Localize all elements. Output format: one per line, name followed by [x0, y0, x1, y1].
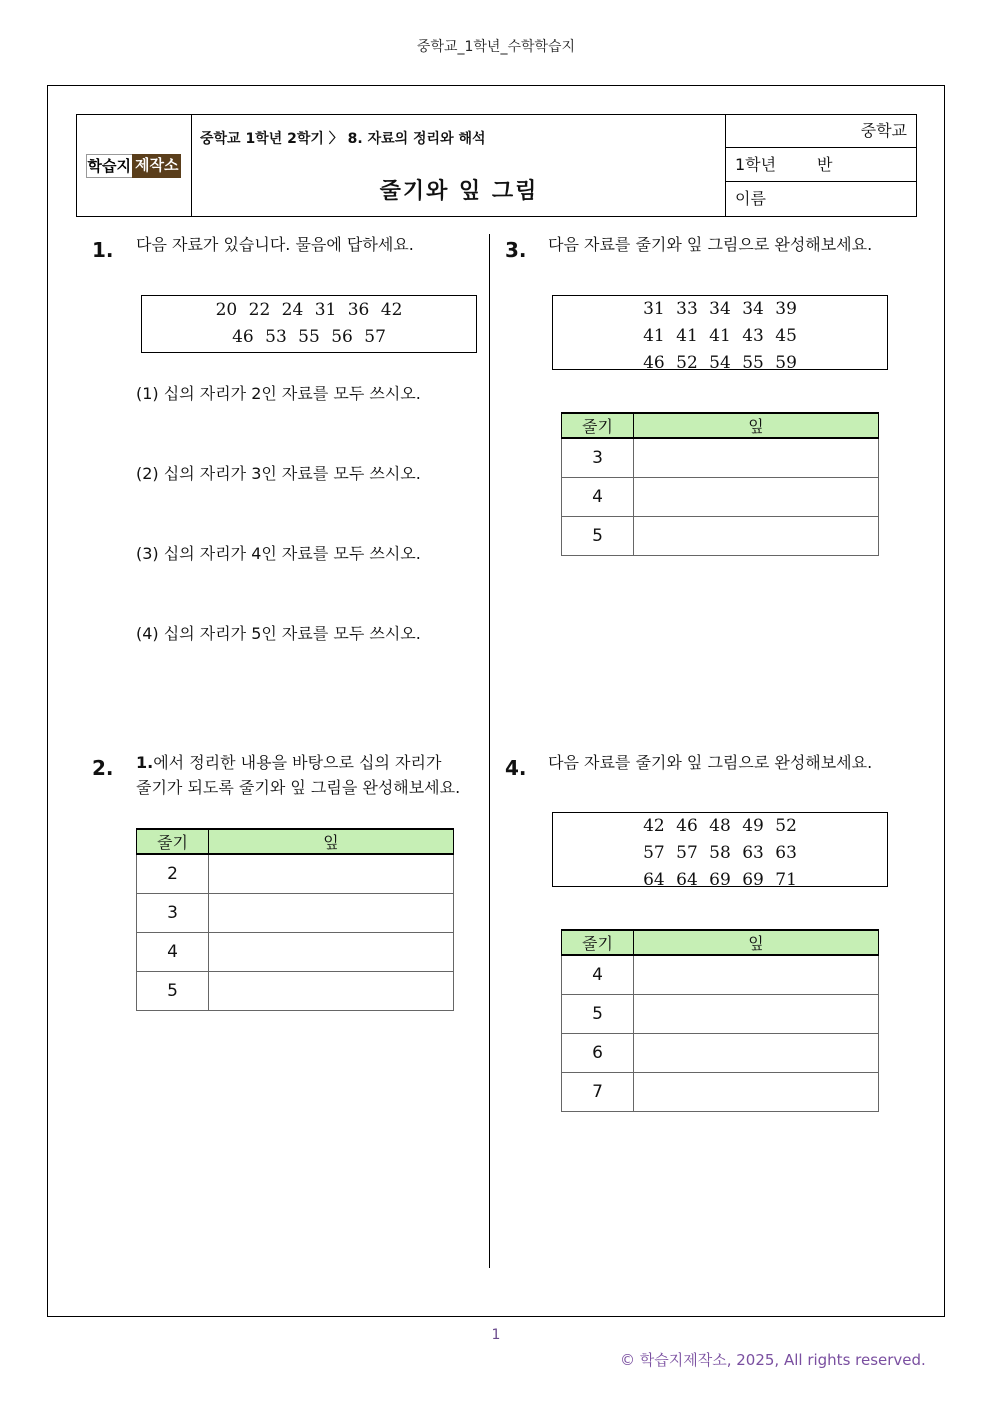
leaf-header: 잎 — [634, 930, 879, 955]
page-header: 중학교_1학년_수학학습지 — [416, 39, 576, 55]
q4-data-line: 42 46 48 49 52 — [643, 816, 797, 836]
leaf-cell[interactable] — [634, 478, 879, 517]
stem-cell: 5 — [137, 972, 209, 1011]
breadcrumb: 중학교 1학년 2학기 〉 8. 자료의 정리와 해석 — [200, 131, 486, 147]
leaf-cell[interactable] — [634, 955, 879, 995]
q1-number: 1. — [92, 238, 114, 262]
stem-header: 줄기 — [137, 829, 209, 854]
column-divider — [489, 234, 490, 1268]
page-title: 줄기와 잎 그림 — [379, 179, 539, 204]
stem-cell: 4 — [562, 478, 634, 517]
stem-cell: 7 — [562, 1073, 634, 1112]
q3-stem-leaf-table — [561, 412, 879, 556]
q2-line1: 에서 정리한 내용을 바탕으로 십의 자리가 — [153, 753, 442, 772]
leaf-cell[interactable] — [634, 1034, 879, 1073]
class-label: 반 — [817, 155, 833, 174]
school-field: 중학교 — [726, 114, 917, 148]
stem-cell: 3 — [137, 894, 209, 933]
leaf-cell[interactable] — [634, 517, 879, 556]
q2-ref: 1. — [136, 753, 154, 772]
q1-sub-3: (3) 십의 자리가 4인 자료를 모두 쓰시오. — [136, 544, 421, 563]
q3-data-line: 41 41 41 43 45 — [643, 326, 797, 346]
student-info — [726, 114, 917, 217]
logo-part2: 제작소 — [132, 154, 181, 178]
logo-part1: 학습지 — [86, 154, 132, 178]
grade-class-field — [726, 148, 917, 182]
leaf-cell[interactable] — [634, 1073, 879, 1112]
q1-data-box — [141, 295, 477, 353]
q3-data-line: 46 52 54 55 59 — [643, 353, 797, 373]
q1-data-line: 46 53 55 56 57 — [232, 327, 386, 347]
q4-text: 다음 자료를 줄기와 잎 그림으로 완성해보세요. — [548, 753, 873, 772]
stem-header: 줄기 — [562, 413, 634, 438]
q4-data-line: 57 57 58 63 63 — [643, 843, 797, 863]
q3-data-line: 31 33 34 34 39 — [643, 299, 797, 319]
q4-data-line: 64 64 69 69 71 — [643, 870, 797, 890]
copyright: © 학습지제작소, 2025, All rights reserved. — [620, 1351, 926, 1369]
q3-text: 다음 자료를 줄기와 잎 그림으로 완성해보세요. — [548, 235, 873, 254]
stem-cell: 3 — [562, 438, 634, 478]
stem-cell: 6 — [562, 1034, 634, 1073]
q1-sub-1: (1) 십의 자리가 2인 자료를 모두 쓰시오. — [136, 384, 421, 403]
q4-stem-leaf-table — [561, 929, 879, 1112]
stem-cell: 5 — [562, 995, 634, 1034]
leaf-header: 잎 — [634, 413, 879, 438]
header-center — [192, 114, 726, 217]
grade-label: 1학년 — [735, 155, 777, 174]
logo-cell — [76, 114, 192, 217]
page-number: 1 — [491, 1327, 501, 1343]
leaf-cell[interactable] — [209, 972, 454, 1011]
q2-number: 2. — [92, 756, 114, 780]
stem-header: 줄기 — [562, 930, 634, 955]
stem-cell: 4 — [562, 955, 634, 995]
q4-data-box — [552, 812, 888, 890]
q1-text: 다음 자료가 있습니다. 물음에 답하세요. — [136, 235, 414, 254]
stem-cell: 5 — [562, 517, 634, 556]
q2-line2: 줄기가 되도록 줄기와 잎 그림을 완성해보세요. — [136, 778, 461, 797]
leaf-cell[interactable] — [209, 854, 454, 894]
leaf-cell[interactable] — [634, 995, 879, 1034]
q1-sub-4: (4) 십의 자리가 5인 자료를 모두 쓰시오. — [136, 624, 421, 643]
stem-cell: 4 — [137, 933, 209, 972]
name-field: 이름 — [735, 189, 766, 208]
q2-stem-leaf-table — [136, 828, 454, 1011]
q3-number: 3. — [505, 238, 527, 262]
logo — [86, 154, 182, 178]
q1-data-line: 20 22 24 31 36 42 — [215, 300, 403, 320]
leaf-cell[interactable] — [209, 933, 454, 972]
stem-cell: 2 — [137, 854, 209, 894]
q1-sub-2: (2) 십의 자리가 3인 자료를 모두 쓰시오. — [136, 464, 421, 483]
page-frame — [47, 85, 945, 1317]
q3-data-box — [552, 295, 888, 373]
q4-number: 4. — [505, 756, 527, 780]
q2-text — [136, 750, 460, 800]
leaf-cell[interactable] — [634, 438, 879, 478]
leaf-header: 잎 — [209, 829, 454, 854]
leaf-cell[interactable] — [209, 894, 454, 933]
